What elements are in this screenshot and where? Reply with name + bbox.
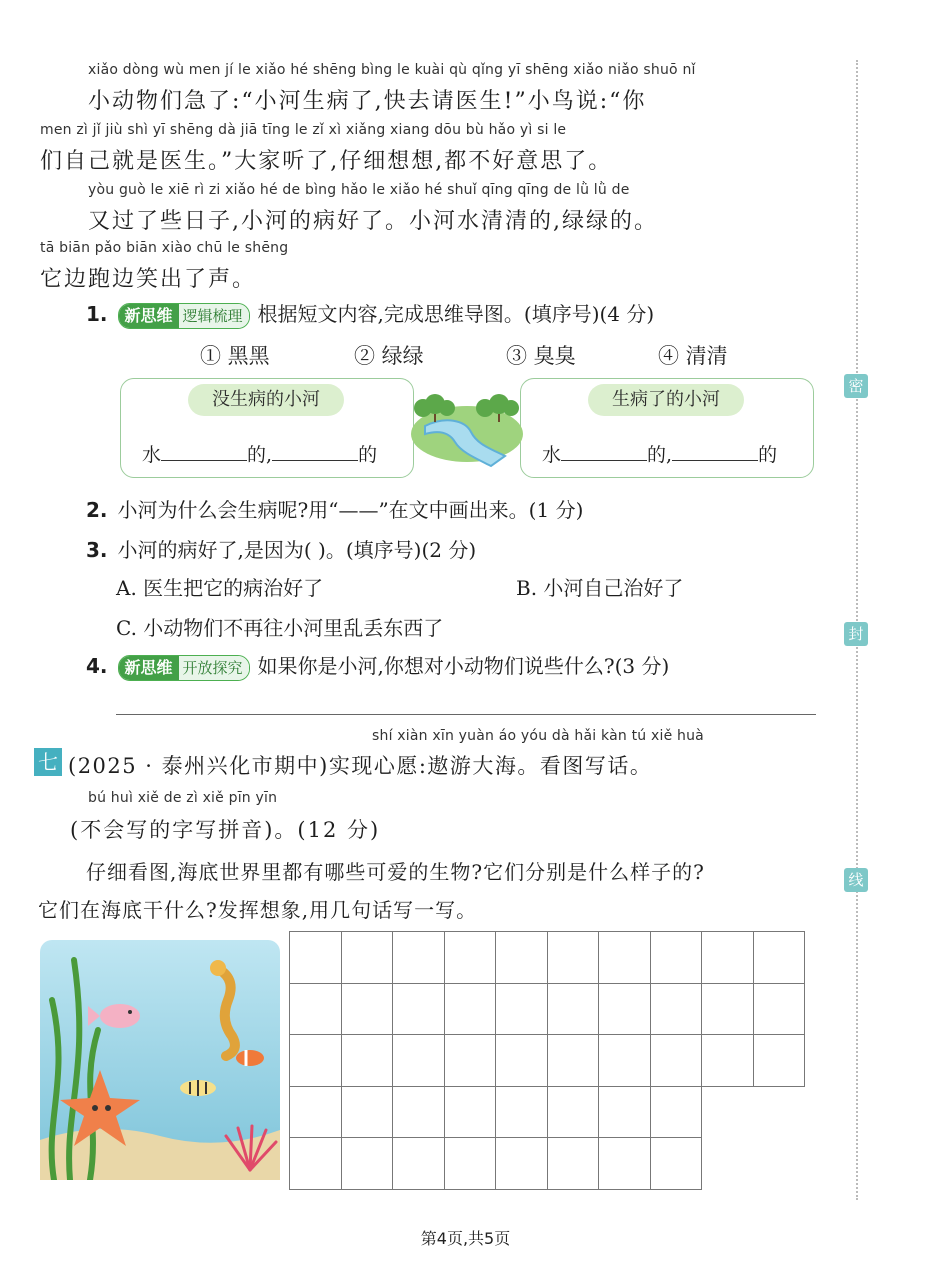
side-mark-mi: 密 bbox=[844, 374, 868, 398]
grid-cell[interactable] bbox=[393, 1138, 445, 1190]
grid-empty bbox=[702, 1138, 754, 1190]
grid-cell[interactable] bbox=[496, 1138, 548, 1190]
grid-cell[interactable] bbox=[290, 1086, 342, 1138]
section7-pinyin-2: bú huì xiě de zì xiě pīn yīn bbox=[88, 790, 278, 806]
question-1 bbox=[86, 298, 654, 329]
blank-3[interactable] bbox=[561, 460, 647, 461]
side-mark-xian: 线 bbox=[844, 868, 868, 892]
option-2: ② 绿绿 bbox=[354, 344, 424, 368]
grid-cell[interactable] bbox=[650, 983, 702, 1035]
passage-line-2: 们自己就是医生。”大家听了,仔细想想,都不好意思了。 bbox=[40, 149, 613, 174]
water-label: 水 bbox=[142, 444, 162, 466]
grid-empty bbox=[702, 1086, 754, 1138]
question-3-text: 小河的病好了,是因为( )。(填序号)(2 分) bbox=[117, 538, 477, 562]
grid-cell[interactable] bbox=[599, 983, 651, 1035]
pinyin-line-3: yòu guò le xiē rì zi xiǎo hé de bìng hǎo le xiǎo hé shuǐ qīng qīng de lǜ lǜ de bbox=[88, 182, 630, 198]
grid-cell[interactable] bbox=[599, 1035, 651, 1087]
grid-cell[interactable] bbox=[496, 1035, 548, 1087]
question-2-number: 2. bbox=[86, 498, 108, 522]
tag-open-label: 开放探究 bbox=[179, 656, 249, 680]
section-7-mark: 七 bbox=[34, 748, 62, 776]
striped-fish-icon bbox=[180, 1080, 216, 1096]
pinyin-line-1: xiǎo dòng wù men jí le xiǎo hé shēng bìng le kuài qù qǐng yī shēng xiǎo niǎo shuō nǐ bbox=[88, 62, 696, 78]
grid-cell[interactable] bbox=[547, 1086, 599, 1138]
grid-cell[interactable] bbox=[393, 1035, 445, 1087]
grid-cell[interactable] bbox=[753, 983, 805, 1035]
writing-grid[interactable] bbox=[289, 931, 805, 1190]
grid-cell[interactable] bbox=[753, 932, 805, 984]
de-label: 的 bbox=[358, 444, 378, 466]
grid-cell[interactable] bbox=[393, 932, 445, 984]
pinyin-line-2: men zì jǐ jiù shì yī shēng dà jiā tīng le zǐ xì xiǎng xiang dōu bù hǎo yì si le bbox=[40, 122, 567, 138]
clownfish-icon bbox=[236, 1050, 264, 1066]
grid-cell[interactable] bbox=[496, 1086, 548, 1138]
question-4-number: 4. bbox=[86, 654, 108, 678]
side-mark-feng: 封 bbox=[844, 622, 868, 646]
grid-cell[interactable] bbox=[341, 983, 393, 1035]
answer-line[interactable] bbox=[116, 714, 816, 715]
section7-title-2: (不会写的字写拼音)。(12 分) bbox=[70, 818, 381, 842]
de-comma-label: 的, bbox=[647, 444, 673, 466]
grid-cell[interactable] bbox=[599, 1138, 651, 1190]
grid-cell[interactable] bbox=[341, 1138, 393, 1190]
grid-cell[interactable] bbox=[290, 932, 342, 984]
grid-cell[interactable] bbox=[650, 932, 702, 984]
grid-cell[interactable] bbox=[650, 1138, 702, 1190]
grid-cell[interactable] bbox=[599, 932, 651, 984]
grid-cell[interactable] bbox=[547, 1138, 599, 1190]
ocean-illustration bbox=[40, 940, 280, 1180]
grid-cell[interactable] bbox=[290, 1035, 342, 1087]
question-2 bbox=[86, 494, 583, 523]
passage-line-4: 它边跑边笑出了声。 bbox=[40, 267, 257, 292]
passage-line-1: 小动物们急了:“小河生病了,快去请医生!”小鸟说:“你 bbox=[88, 89, 647, 114]
question-1-text: 根据短文内容,完成思维导图。(填序号)(4 分) bbox=[257, 302, 655, 326]
tag-new-thinking-label: 新思维 bbox=[119, 304, 179, 328]
tag-new-thinking bbox=[118, 655, 250, 681]
question-1-number: 1. bbox=[86, 302, 108, 326]
water-label: 水 bbox=[542, 444, 562, 466]
section7-prompt-1: 仔细看图,海底世界里都有哪些可爱的生物?它们分别是什么样子的? bbox=[86, 860, 705, 884]
grid-cell[interactable] bbox=[444, 1086, 496, 1138]
grid-cell[interactable] bbox=[444, 932, 496, 984]
river-illustration bbox=[405, 386, 529, 470]
de-label: 的 bbox=[758, 444, 778, 466]
blank-4[interactable] bbox=[672, 460, 758, 461]
pinyin-line-4: tā biān pǎo biān xiào chū le shēng bbox=[40, 240, 289, 256]
grid-cell[interactable] bbox=[496, 983, 548, 1035]
de-comma-label: 的, bbox=[247, 444, 273, 466]
choice-b[interactable]: B. 小河自己治好了 bbox=[516, 576, 684, 600]
choice-a[interactable]: A. 医生把它的病治好了 bbox=[116, 576, 324, 600]
grid-empty bbox=[753, 1138, 805, 1190]
grid-cell[interactable] bbox=[290, 1138, 342, 1190]
page-footer: 第4页,共5页 bbox=[420, 1229, 511, 1248]
grid-cell[interactable] bbox=[393, 1086, 445, 1138]
grid-cell[interactable] bbox=[547, 932, 599, 984]
blank-1[interactable] bbox=[161, 460, 247, 461]
grid-cell[interactable] bbox=[444, 1035, 496, 1087]
grid-cell[interactable] bbox=[547, 1035, 599, 1087]
tag-logic-label: 逻辑梳理 bbox=[179, 304, 249, 328]
mindmap-right-blanks bbox=[542, 440, 777, 467]
tag-new-thinking bbox=[118, 303, 250, 329]
grid-cell[interactable] bbox=[341, 1035, 393, 1087]
question-4 bbox=[86, 650, 669, 681]
grid-cell[interactable] bbox=[753, 1035, 805, 1087]
passage-line-3: 又过了些日子,小河的病好了。小河水清清的,绿绿的。 bbox=[88, 209, 658, 234]
section7-title: (2025 · 泰州兴化市期中)实现心愿:遨游大海。看图写话。 bbox=[68, 754, 653, 778]
grid-cell[interactable] bbox=[341, 1086, 393, 1138]
blank-2[interactable] bbox=[272, 460, 358, 461]
grid-cell[interactable] bbox=[393, 983, 445, 1035]
question-4-text: 如果你是小河,你想对小动物们说些什么?(3 分) bbox=[257, 654, 670, 678]
grid-cell[interactable] bbox=[290, 983, 342, 1035]
grid-empty bbox=[753, 1086, 805, 1138]
grid-cell[interactable] bbox=[650, 1035, 702, 1087]
section7-prompt-2: 它们在海底干什么?发挥想象,用几句话写一写。 bbox=[38, 898, 478, 922]
grid-cell[interactable] bbox=[599, 1086, 651, 1138]
grid-cell[interactable] bbox=[702, 1035, 754, 1087]
choice-c[interactable]: C. 小动物们不再往小河里乱丢东西了 bbox=[116, 616, 444, 640]
option-3: ③ 臭臭 bbox=[506, 344, 576, 368]
section7-pinyin-1: shí xiàn xīn yuàn áo yóu dà hǎi kàn tú xiě huà bbox=[372, 728, 704, 744]
mindmap-left-blanks bbox=[142, 440, 377, 467]
question-2-text: 小河为什么会生病呢?用“——”在文中画出来。(1 分) bbox=[117, 498, 584, 522]
tag-new-thinking-label: 新思维 bbox=[119, 656, 179, 680]
mindmap-right-title: 生病了的小河 bbox=[588, 384, 744, 416]
grid-cell[interactable] bbox=[341, 932, 393, 984]
question-3-number: 3. bbox=[86, 538, 108, 562]
grid-cell[interactable] bbox=[547, 983, 599, 1035]
grid-cell[interactable] bbox=[702, 932, 754, 984]
grid-cell[interactable] bbox=[444, 1138, 496, 1190]
grid-cell[interactable] bbox=[496, 932, 548, 984]
option-1: ① 黑黑 bbox=[200, 344, 270, 368]
question-3 bbox=[86, 534, 476, 563]
grid-cell[interactable] bbox=[444, 983, 496, 1035]
grid-cell[interactable] bbox=[650, 1086, 702, 1138]
option-4: ④ 清清 bbox=[658, 344, 728, 368]
grid-cell[interactable] bbox=[702, 983, 754, 1035]
mindmap-left-title: 没生病的小河 bbox=[188, 384, 344, 416]
